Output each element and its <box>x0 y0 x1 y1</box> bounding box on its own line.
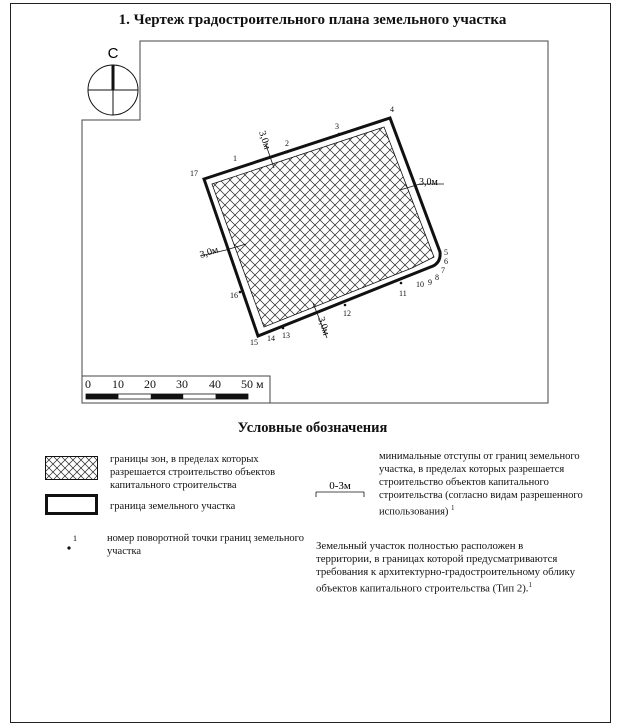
point-number: 3 <box>335 122 339 131</box>
legend-note-text: Земельный участок полностью расположен в территории, в границах которой предусматриваются требования к архитектурно-градостроительному облику объектов капитального строительства (Тип 2). <box>316 540 575 595</box>
point-number: 13 <box>282 331 290 340</box>
legend-note <box>316 540 578 596</box>
legend-title: Условные обозначения <box>237 420 388 436</box>
point-marker <box>338 133 341 136</box>
point-number: 17 <box>190 169 198 178</box>
point-number: 9 <box>428 278 432 287</box>
scale-tick-label: 20 <box>144 377 156 391</box>
footnote-marker: 1 <box>528 581 533 589</box>
setback-label-left: 3,0м <box>198 244 220 261</box>
legend-item-buildable-zone: границы зон, в пределах которых разрешается строительство объектов капитального строительства <box>110 454 276 491</box>
scale-bar <box>82 376 270 403</box>
scale-tick-label: 30 <box>176 377 188 391</box>
point-number: 15 <box>250 338 258 347</box>
legend-setback-text: минимальные отступы от границ земельного участка, в пределах которых разрешается строительство объектов капитального строительства (согласно видам разрешенного использования) <box>379 451 583 518</box>
north-arrow-icon <box>88 65 138 115</box>
legend-setback-marker-label: 0-3м <box>329 480 351 492</box>
point-number: 2 <box>285 139 289 148</box>
legend-hatch-swatch <box>45 456 98 480</box>
page-title: 1. Чертеж градостроительного плана земельного участка <box>118 12 507 28</box>
setback-marker-right <box>400 177 444 190</box>
point-number: 12 <box>343 309 351 318</box>
point-number: 16 <box>230 291 238 300</box>
point-marker <box>234 168 237 171</box>
legend-item-plot-boundary: граница земельного участка <box>110 501 236 512</box>
north-label: С <box>107 45 119 62</box>
point-number: 7 <box>441 266 445 275</box>
point-number: 4 <box>390 105 394 114</box>
point-number: 5 <box>444 248 448 257</box>
point-marker <box>286 151 289 154</box>
scale-tick-label: 50 м <box>241 377 264 391</box>
setback-label-right: 3,0м <box>419 177 438 188</box>
point-number: 14 <box>267 334 275 343</box>
footnote-marker: 1 <box>451 504 455 512</box>
legend-plot-boundary-swatch <box>45 494 98 515</box>
legend-point-sample-number: 1 <box>73 534 77 543</box>
point-marker <box>400 282 403 285</box>
setback-label-top: 3,0м <box>256 129 273 151</box>
legend-item-point-number: номер поворотной точки границ земельного участка <box>107 533 304 557</box>
legend-point-marker-icon <box>62 532 82 554</box>
point-marker <box>239 291 242 294</box>
point-number: 1 <box>233 154 237 163</box>
point-marker <box>344 304 347 307</box>
legend-item-setback <box>379 450 587 519</box>
point-number: 11 <box>399 289 407 298</box>
point-number: 8 <box>435 273 439 282</box>
scale-tick-label: 40 <box>209 377 221 391</box>
point-marker <box>282 327 285 330</box>
point-number: 6 <box>444 257 448 266</box>
setback-label-bottom: 3,0м <box>315 315 332 337</box>
legend-setback-marker-icon <box>314 478 366 500</box>
scale-tick-label: 0 <box>85 377 91 391</box>
scale-tick-label: 10 <box>112 377 124 391</box>
point-number: 10 <box>416 280 424 289</box>
